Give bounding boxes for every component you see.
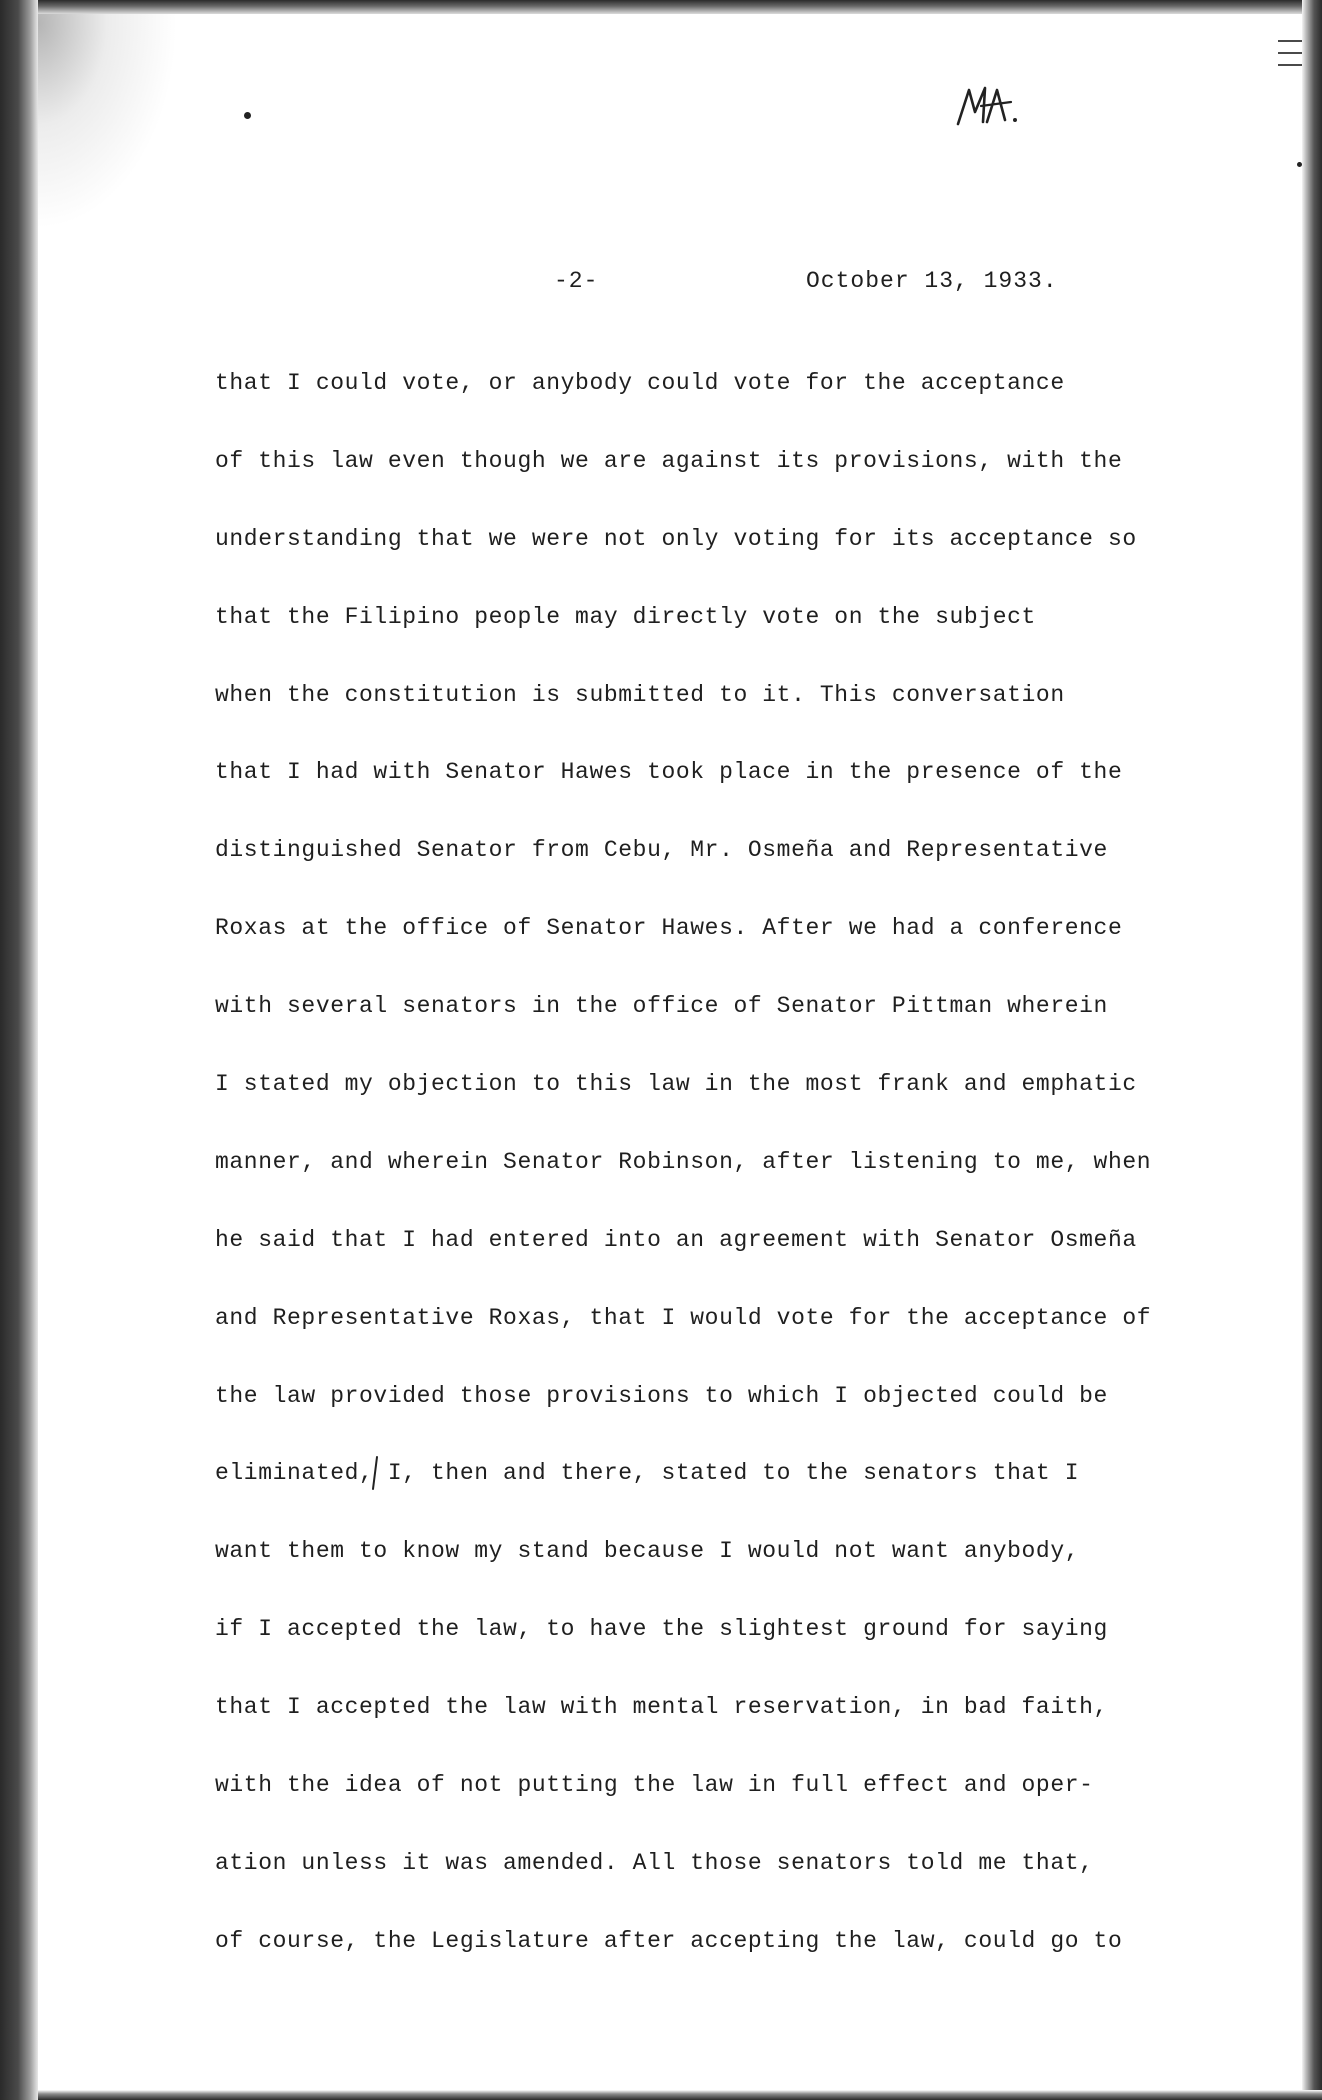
- body-line: the law provided those provisions to which I objected could be: [215, 1382, 1108, 1409]
- body-line: Roxas at the office of Senator Hawes. After we had a conference: [215, 915, 1123, 942]
- page-header: [0, 268, 1322, 304]
- body-line: with the idea of not putting the law in full effect and oper-: [215, 1772, 1094, 1799]
- body-line: that I accepted the law with mental reservation, in bad faith,: [215, 1694, 1108, 1721]
- body-line: manner, and wherein Senator Robinson, after listening to me, when: [215, 1148, 1152, 1175]
- body-line: of course, the Legislature after accepting the law, could go to: [215, 1927, 1123, 1954]
- body-line: eliminated, I, then and there, stated to the senators that I: [215, 1460, 1080, 1487]
- page-number: -2-: [554, 268, 599, 294]
- scan-edge-top: [38, 0, 1322, 14]
- page-stack-line: [1278, 40, 1302, 42]
- ink-speck: [1297, 162, 1302, 167]
- page-date: October 13, 1933.: [806, 268, 1058, 294]
- body-line: and Representative Roxas, that I would vote for the acceptance of: [215, 1304, 1152, 1331]
- document-body: [215, 345, 1255, 1981]
- body-line: that I had with Senator Hawes took place in the presence of the: [215, 759, 1123, 786]
- pen-correction-mark-icon: [370, 1455, 380, 1491]
- body-line: with several senators in the office of Senator Pittman wherein: [215, 993, 1108, 1020]
- scan-edge-right: [1302, 0, 1322, 2100]
- punch-dot: [244, 112, 251, 119]
- body-line: understanding that we were not only voting for its acceptance so: [215, 525, 1137, 552]
- body-line: that I could vote, or anybody could vote for the acceptance: [215, 370, 1065, 396]
- body-line: that the Filipino people may directly vote on the subject: [215, 603, 1036, 630]
- body-line: ation unless it was amended. All those senators told me that,: [215, 1849, 1094, 1876]
- body-line: want them to know my stand because I would not want anybody,: [215, 1538, 1080, 1565]
- body-line: of this law even though we are against its provisions, with the: [215, 447, 1123, 474]
- body-line: when the constitution is submitted to it. This conversation: [215, 681, 1065, 708]
- scan-edge-left: [0, 0, 38, 2100]
- page-stack-line: [1278, 52, 1302, 54]
- scan-edge-bottom: [38, 2090, 1322, 2100]
- body-line: he said that I had entered into an agreement with Senator Osmeña: [215, 1226, 1137, 1253]
- body-line: I stated my objection to this law in the most frank and emphatic: [215, 1071, 1137, 1098]
- body-line: if I accepted the law, to have the slightest ground for saying: [215, 1616, 1108, 1643]
- handwritten-initials-icon: [955, 82, 1025, 132]
- scan-shadow: [38, 0, 178, 230]
- page-stack-line: [1278, 64, 1302, 66]
- body-line: distinguished Senator from Cebu, Mr. Osmeña and Representative: [215, 837, 1108, 864]
